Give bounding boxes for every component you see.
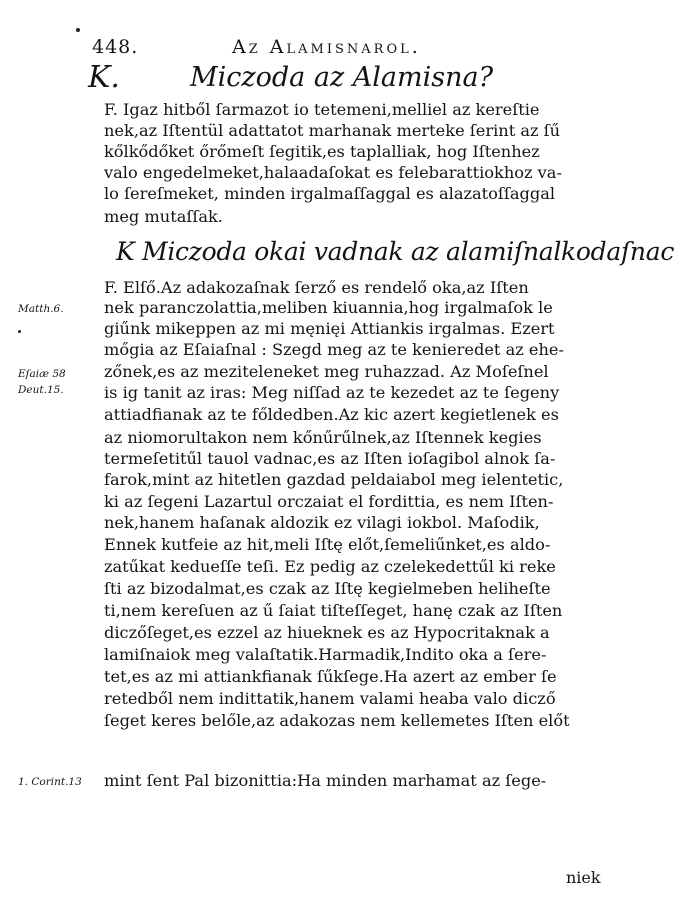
margin-note-corinth: 1. Corint.13 [18, 776, 82, 788]
answer-2-line: lamiſnaiok meg valaſtatik.Harmadik,Indito oka a ſere- [104, 645, 547, 664]
question-1-heading [88, 60, 528, 96]
question-k-marker: K. [88, 60, 120, 95]
page-header [92, 34, 472, 60]
answer-2-line: ki az ſegeni Lazartul orczaiat el fordittia, es nem Iſten- [104, 492, 554, 511]
answer-1-line: meg mutaſſak. [104, 207, 223, 226]
margin-note-deut: Deut.15. [18, 384, 64, 396]
answer-2-line: attiadfianak az te főldedben.Az kic azert kegietlenek es [104, 405, 559, 424]
answer-2-line: nek,hanem haſanak aldozik ez vilagi iokbol. Maſodik, [104, 513, 540, 532]
answer-1-line: F. Igaz hitből ſarmazot io tetemeni,melliel az kereſtie [104, 100, 540, 119]
answer-2-line: tet,es az mi attiankfianak ſűkſege.Ha azert az ember ſe [104, 667, 557, 686]
answer-2-line: zatűkat kedueſſe teſi. Ez pedig az czelekedettűl ki reke [104, 557, 556, 576]
answer-2-line: zőnek,es az mezitelenek​et meg ruhazzad. Az Moſeſnel [104, 362, 549, 381]
catchword: niek [566, 868, 601, 887]
answer-2-line: retedből nem indittatik,hanem valami heaba valo dicző [104, 689, 556, 708]
answer-2-line: is ig tanit az iras: Meg niſſad az te kezedet az te ſegeny [104, 383, 560, 402]
ink-speck [76, 28, 80, 32]
answer-2-line: diczőſeget,es ezzel az hiueknek es az Hypocritaknak a [104, 623, 550, 642]
running-head: Az Alamisnarol. [232, 36, 421, 58]
margin-note-esaia: Eſaiæ 58 [18, 368, 66, 380]
answer-1-line: lo ſereſmeket, minden irgalmaſſaggal es alazatoſſaggal [104, 184, 556, 203]
question-1-title: Miczoda az Alamisna? [190, 62, 494, 93]
answer-2-line: ſti az bizodalmat,es czak az Iſtę kegielmeben heliheſte [104, 579, 551, 598]
margin-note-matth: Matth.6. [18, 303, 64, 315]
answer-1-line: valo engedelmeket,halaadaſokat es felebarattiokhoz va- [104, 163, 562, 182]
answer-2-line: giűnk mikeppen az mi męnięi Attiankis irgalmas. Ezert [104, 319, 555, 338]
answer-2-line: Ennek kutfeie az hit,meli Iſtę előt,ſemeliűnket,es aldo- [104, 535, 551, 554]
answer-2-line: farok,mint az hitetlen gazdad peldaiabol meg ielentetic, [104, 470, 564, 489]
answer-2-line: ſeget keres belőle,az adakozas nem kellemetes Iſten előt [104, 711, 570, 730]
question-2-title: K Miczoda okai vadnak az alamiſnalkodaſnac [116, 237, 674, 266]
question-2-heading [116, 237, 674, 273]
answer-2-line: termeſetitűl tauol vadnac,es az Iſten ioſagibol alnok ſa- [104, 449, 556, 468]
answer-1-line: nek,az Iſtentül adattatot marhanak merteke ſerint az ſű [104, 121, 561, 140]
answer-2-line: mőgia az Eſaiaſnal : Szegd meg az te kenieredet az ehe- [104, 340, 564, 359]
answer-2-line: F. Elſő.Az adakozaſnak ſerző es rendelő oka,az Iſten [104, 278, 529, 297]
answer-2-line: mint ſent Pal bizonittia:Ha minden marhamat az ſege- [104, 771, 547, 790]
answer-2-line: az niomorultakon nem kőnűrűlnek,az Iſtennek kegies [104, 428, 542, 447]
answer-2-line: nek paranczolattia,meliben kiuannia,hog irgalmaſok le [104, 298, 553, 317]
ink-speck [18, 330, 21, 333]
answer-1-line: kőlkődőket őrőmeſt ſegitik,es taplalliak, hog Iſtenhez [104, 142, 540, 161]
page-number: 448. [92, 36, 139, 58]
answer-2-line: ti,nem kereſuen az ű ſaiat tiſteſſeget, hanę czak az Iſten [104, 601, 563, 620]
